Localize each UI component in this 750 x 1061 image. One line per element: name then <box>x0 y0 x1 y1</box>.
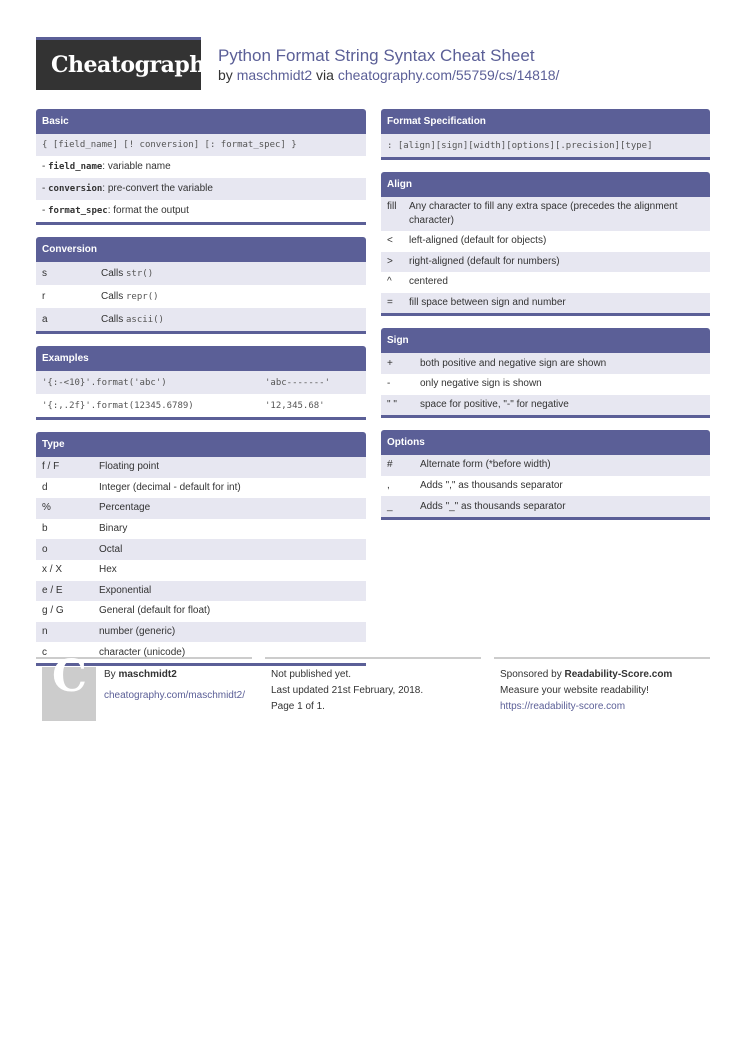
key: fill <box>387 201 397 212</box>
by-label: by <box>218 67 233 83</box>
basic-syntax-row <box>36 134 366 156</box>
example-code: '{:,.2f}'.format(12345.6789) <box>42 400 194 411</box>
term: conversion <box>48 184 103 194</box>
key: n <box>42 626 48 638</box>
desc: : variable name <box>102 161 171 172</box>
conversion-section <box>36 237 366 334</box>
key: c <box>42 646 47 658</box>
table-row <box>381 231 710 252</box>
bullet: - <box>42 183 49 194</box>
basic-rows <box>36 134 366 222</box>
key: = <box>387 296 393 308</box>
table-row <box>36 498 366 519</box>
published-status: Not published yet. <box>271 669 352 680</box>
key: > <box>387 255 393 267</box>
type-section <box>36 432 366 666</box>
section-title: Basic <box>36 109 366 134</box>
author-link[interactable]: maschmidt2 <box>236 67 313 83</box>
sponsor-tagline: Measure your website readability! <box>500 685 649 696</box>
desc: Percentage <box>99 502 151 514</box>
type-rows <box>36 457 366 663</box>
term: format_spec <box>48 206 108 216</box>
table-row <box>36 478 366 499</box>
key: a <box>42 313 48 325</box>
desc: only negative sign is shown <box>420 378 542 390</box>
format-spec-syntax-row <box>381 134 710 157</box>
desc: Adds "_" as thousands separator <box>420 500 566 512</box>
site-logo[interactable] <box>36 37 217 90</box>
desc: Octal <box>99 543 123 555</box>
section-title: Type <box>36 432 366 457</box>
calls-label: Calls <box>101 313 124 325</box>
key: d <box>42 481 48 493</box>
table-row <box>36 371 366 394</box>
desc: right-aligned (default for numbers) <box>409 255 560 267</box>
desc: number (generic) <box>99 626 176 638</box>
basic-section <box>36 109 366 225</box>
section-title: Format Specification <box>381 109 710 134</box>
table-row <box>381 272 710 293</box>
desc: Integer (decimal - default for int) <box>99 481 241 493</box>
example-code: '{:-<10}'.format('abc') <box>42 377 167 388</box>
desc: Alternate form (*before width) <box>420 459 551 471</box>
last-updated: Last updated 21st February, 2018. <box>271 685 424 696</box>
footer-sponsor <box>494 657 710 727</box>
desc: : format the output <box>107 205 189 216</box>
right-column <box>381 109 710 532</box>
bullet: - <box>42 205 49 216</box>
table-row <box>36 308 366 331</box>
table-row <box>36 560 366 581</box>
footer-status-text <box>265 659 481 715</box>
desc: both positive and negative sign are shown <box>420 357 607 369</box>
desc: Adds "," as thousands separator <box>420 480 563 492</box>
desc: left-aligned (default for objects) <box>409 235 547 247</box>
key: s <box>42 267 47 279</box>
desc: : pre-convert the variable <box>102 183 213 194</box>
key: f / F <box>42 461 60 473</box>
logo-text: Cheatography <box>51 52 217 78</box>
table-row <box>36 519 366 540</box>
basic-syntax: { [field_name] [! conversion] [: format_spec] } <box>42 140 297 150</box>
key: < <box>387 235 393 246</box>
avatar-letter: C <box>52 651 88 702</box>
sheet-url-link[interactable]: cheatography.com/55759/cs/14818/ <box>337 67 560 83</box>
via-label: via <box>316 67 334 83</box>
section-title: Sign <box>381 328 710 353</box>
bullet: - <box>42 161 49 172</box>
page-title: Python Format String Syntax Cheat Sheet <box>218 46 535 65</box>
table-row <box>36 622 366 643</box>
desc: space for positive, "-" for negative <box>420 398 569 410</box>
desc: General (default for float) <box>99 605 211 617</box>
section-title: Conversion <box>36 237 366 262</box>
example-result: 'abc-------' <box>265 377 331 388</box>
table-row <box>36 285 366 308</box>
examples-rows <box>36 371 366 417</box>
section-title: Options <box>381 430 710 455</box>
footer-by-label: By <box>104 669 116 680</box>
sponsor-name[interactable]: Readability-Score.com <box>564 669 673 680</box>
sign-section <box>381 328 710 418</box>
key: e / E <box>42 584 63 596</box>
footer-author-name[interactable]: maschmidt2 <box>118 669 177 680</box>
function: repr() <box>126 291 159 302</box>
key: - <box>387 378 391 390</box>
table-row <box>381 197 710 231</box>
avatar[interactable] <box>42 651 96 721</box>
key: _ <box>387 500 393 512</box>
sponsor-url[interactable]: https://readability-score.com <box>500 701 626 712</box>
table-row <box>381 252 710 273</box>
table-row <box>36 539 366 560</box>
footer-sponsor-text <box>494 659 710 715</box>
table-row <box>36 262 366 285</box>
table-row <box>381 496 710 517</box>
table-row <box>36 457 366 478</box>
desc: centered <box>409 276 448 288</box>
sponsor-line <box>500 667 704 683</box>
format-spec-syntax: : [align][sign][width][options][.precision][type] <box>387 140 653 151</box>
key: r <box>42 290 46 302</box>
list-item <box>36 200 366 222</box>
key: , <box>387 480 390 492</box>
footer-status <box>265 657 481 727</box>
key: ^ <box>387 276 392 288</box>
section-title: Examples <box>36 346 366 371</box>
list-item <box>36 178 366 200</box>
term: field_name <box>48 162 103 172</box>
list-item <box>36 156 366 178</box>
key: x / X <box>42 564 63 576</box>
key: o <box>42 543 48 555</box>
key: b <box>42 523 48 535</box>
key: % <box>42 502 51 514</box>
footer-author-url[interactable]: cheatography.com/maschmidt2/ <box>104 690 245 701</box>
desc: fill space between sign and number <box>409 297 566 309</box>
footer-by-line <box>104 667 245 683</box>
function: str() <box>126 268 154 279</box>
align-rows <box>381 197 710 313</box>
table-row <box>381 293 710 314</box>
desc: Any character to fill any extra space (precedes the alignment character) <box>409 201 678 226</box>
byline <box>218 67 559 83</box>
desc: Floating point <box>99 461 160 473</box>
format-spec-section <box>381 109 710 160</box>
key: g / G <box>42 605 64 617</box>
example-result: '12,345.68' <box>265 400 325 411</box>
table-row <box>381 395 710 416</box>
options-section <box>381 430 710 520</box>
key: " " <box>387 398 397 410</box>
examples-section <box>36 346 366 420</box>
footer-author-text <box>104 667 245 704</box>
desc: Exponential <box>99 584 152 596</box>
section-title: Align <box>381 172 710 197</box>
desc: character (unicode) <box>99 646 186 658</box>
key: + <box>387 357 393 369</box>
desc: Binary <box>99 523 128 535</box>
table-row <box>381 476 710 497</box>
align-section <box>381 172 710 316</box>
calls-label: Calls <box>101 290 124 302</box>
table-row <box>381 374 710 395</box>
key: # <box>387 459 393 471</box>
table-row <box>36 601 366 622</box>
sponsor-prefix: Sponsored by <box>500 669 562 680</box>
format-spec-rows <box>381 134 710 157</box>
sign-rows <box>381 353 710 415</box>
page-count: Page 1 of 1. <box>271 701 325 712</box>
function: ascii() <box>126 314 164 325</box>
conversion-rows <box>36 262 366 331</box>
desc: Hex <box>99 564 117 576</box>
table-row <box>381 455 710 476</box>
table-row <box>36 581 366 602</box>
options-rows <box>381 455 710 517</box>
left-column <box>36 109 366 678</box>
table-row <box>36 394 366 417</box>
calls-label: Calls <box>101 267 124 279</box>
table-row <box>381 353 710 374</box>
